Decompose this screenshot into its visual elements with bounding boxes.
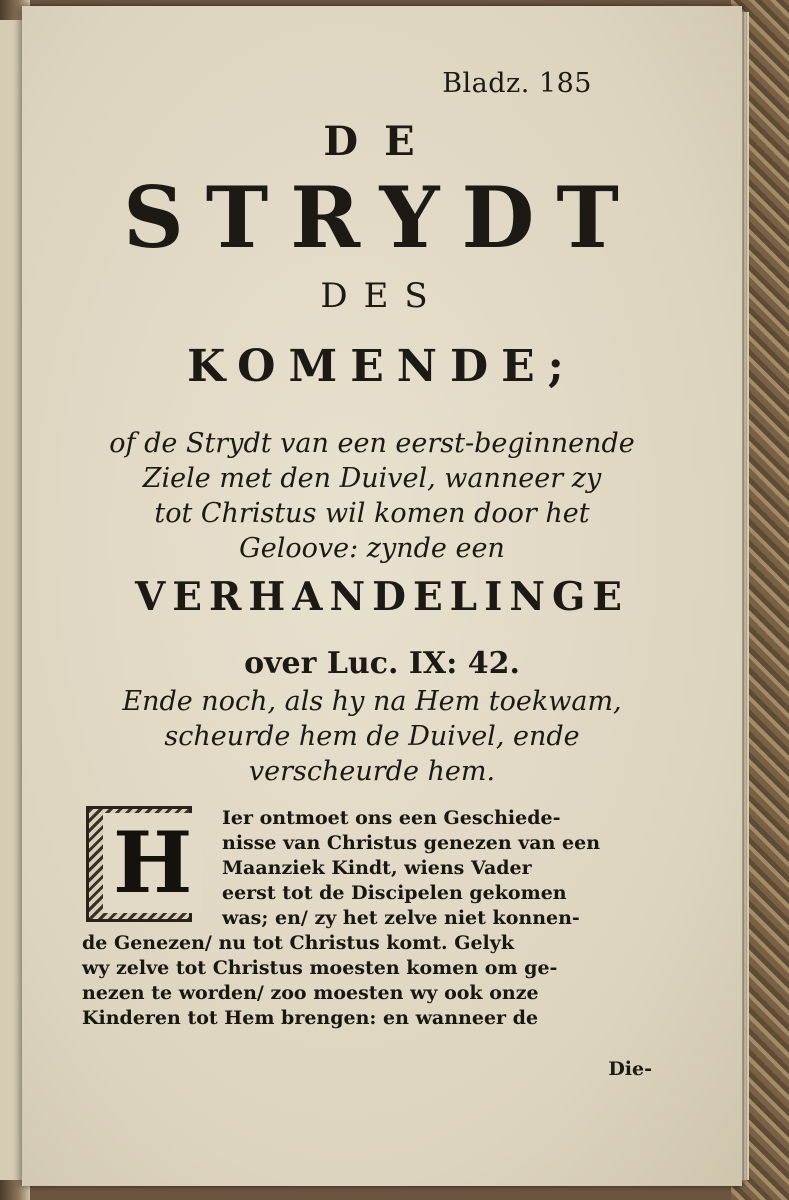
body-line: eerst tot de Discipelen gekomen [222,882,567,904]
title-line-des: DES [320,276,444,316]
title-line-de: DE [323,118,441,165]
catchword: Die- [608,1058,652,1080]
subtitle-line: Ziele met den Duivel, wanneer zy [142,463,602,494]
body-line: Maanziek Kindt, wiens Vader [222,857,532,879]
verse-line: verscheurde hem. [248,756,496,787]
body-line: wy zelve tot Christus moesten komen om ge- [82,957,558,979]
body-line: Ier ontmoet ons een Geschiede- [222,807,561,829]
subtitle-line: tot Christus wil komen door het [154,498,590,529]
title-line-komende: KOMENDE; [187,341,577,392]
body-line: nisse van Christus genezen van een [222,832,601,854]
body-line: nezen te worden/ zoo moesten wy ook onze [82,982,539,1004]
page-header: Bladz. 185 [442,68,592,99]
body-line: Kinderen tot Hem brengen: en wanneer de [82,1007,539,1029]
subtitle-line: Geloove: zynde een [239,533,505,564]
title-line-strydt: STRYDT [123,168,641,267]
heading-verhandelinge: VERHANDELINGE [134,574,630,620]
scripture-reference: over Luc. IX: 42. [244,646,520,681]
subtitle [62,426,682,566]
initial-letter: H [103,813,202,913]
book-page [22,6,742,1186]
body-line: was; en/ zy het zelve niet konnen- [222,907,580,929]
verse-line: Ende noch, als hy na Hem toekwam, [122,686,622,717]
body-paragraph [82,806,642,1031]
scripture-verse [82,684,662,789]
subtitle-line: of de Strydt van een eerst-beginnende [109,428,635,459]
verse-line: scheurde hem de Duivel, ende [164,721,580,752]
body-line: de Genezen/ nu tot Christus komt. Gelyk [82,932,514,954]
